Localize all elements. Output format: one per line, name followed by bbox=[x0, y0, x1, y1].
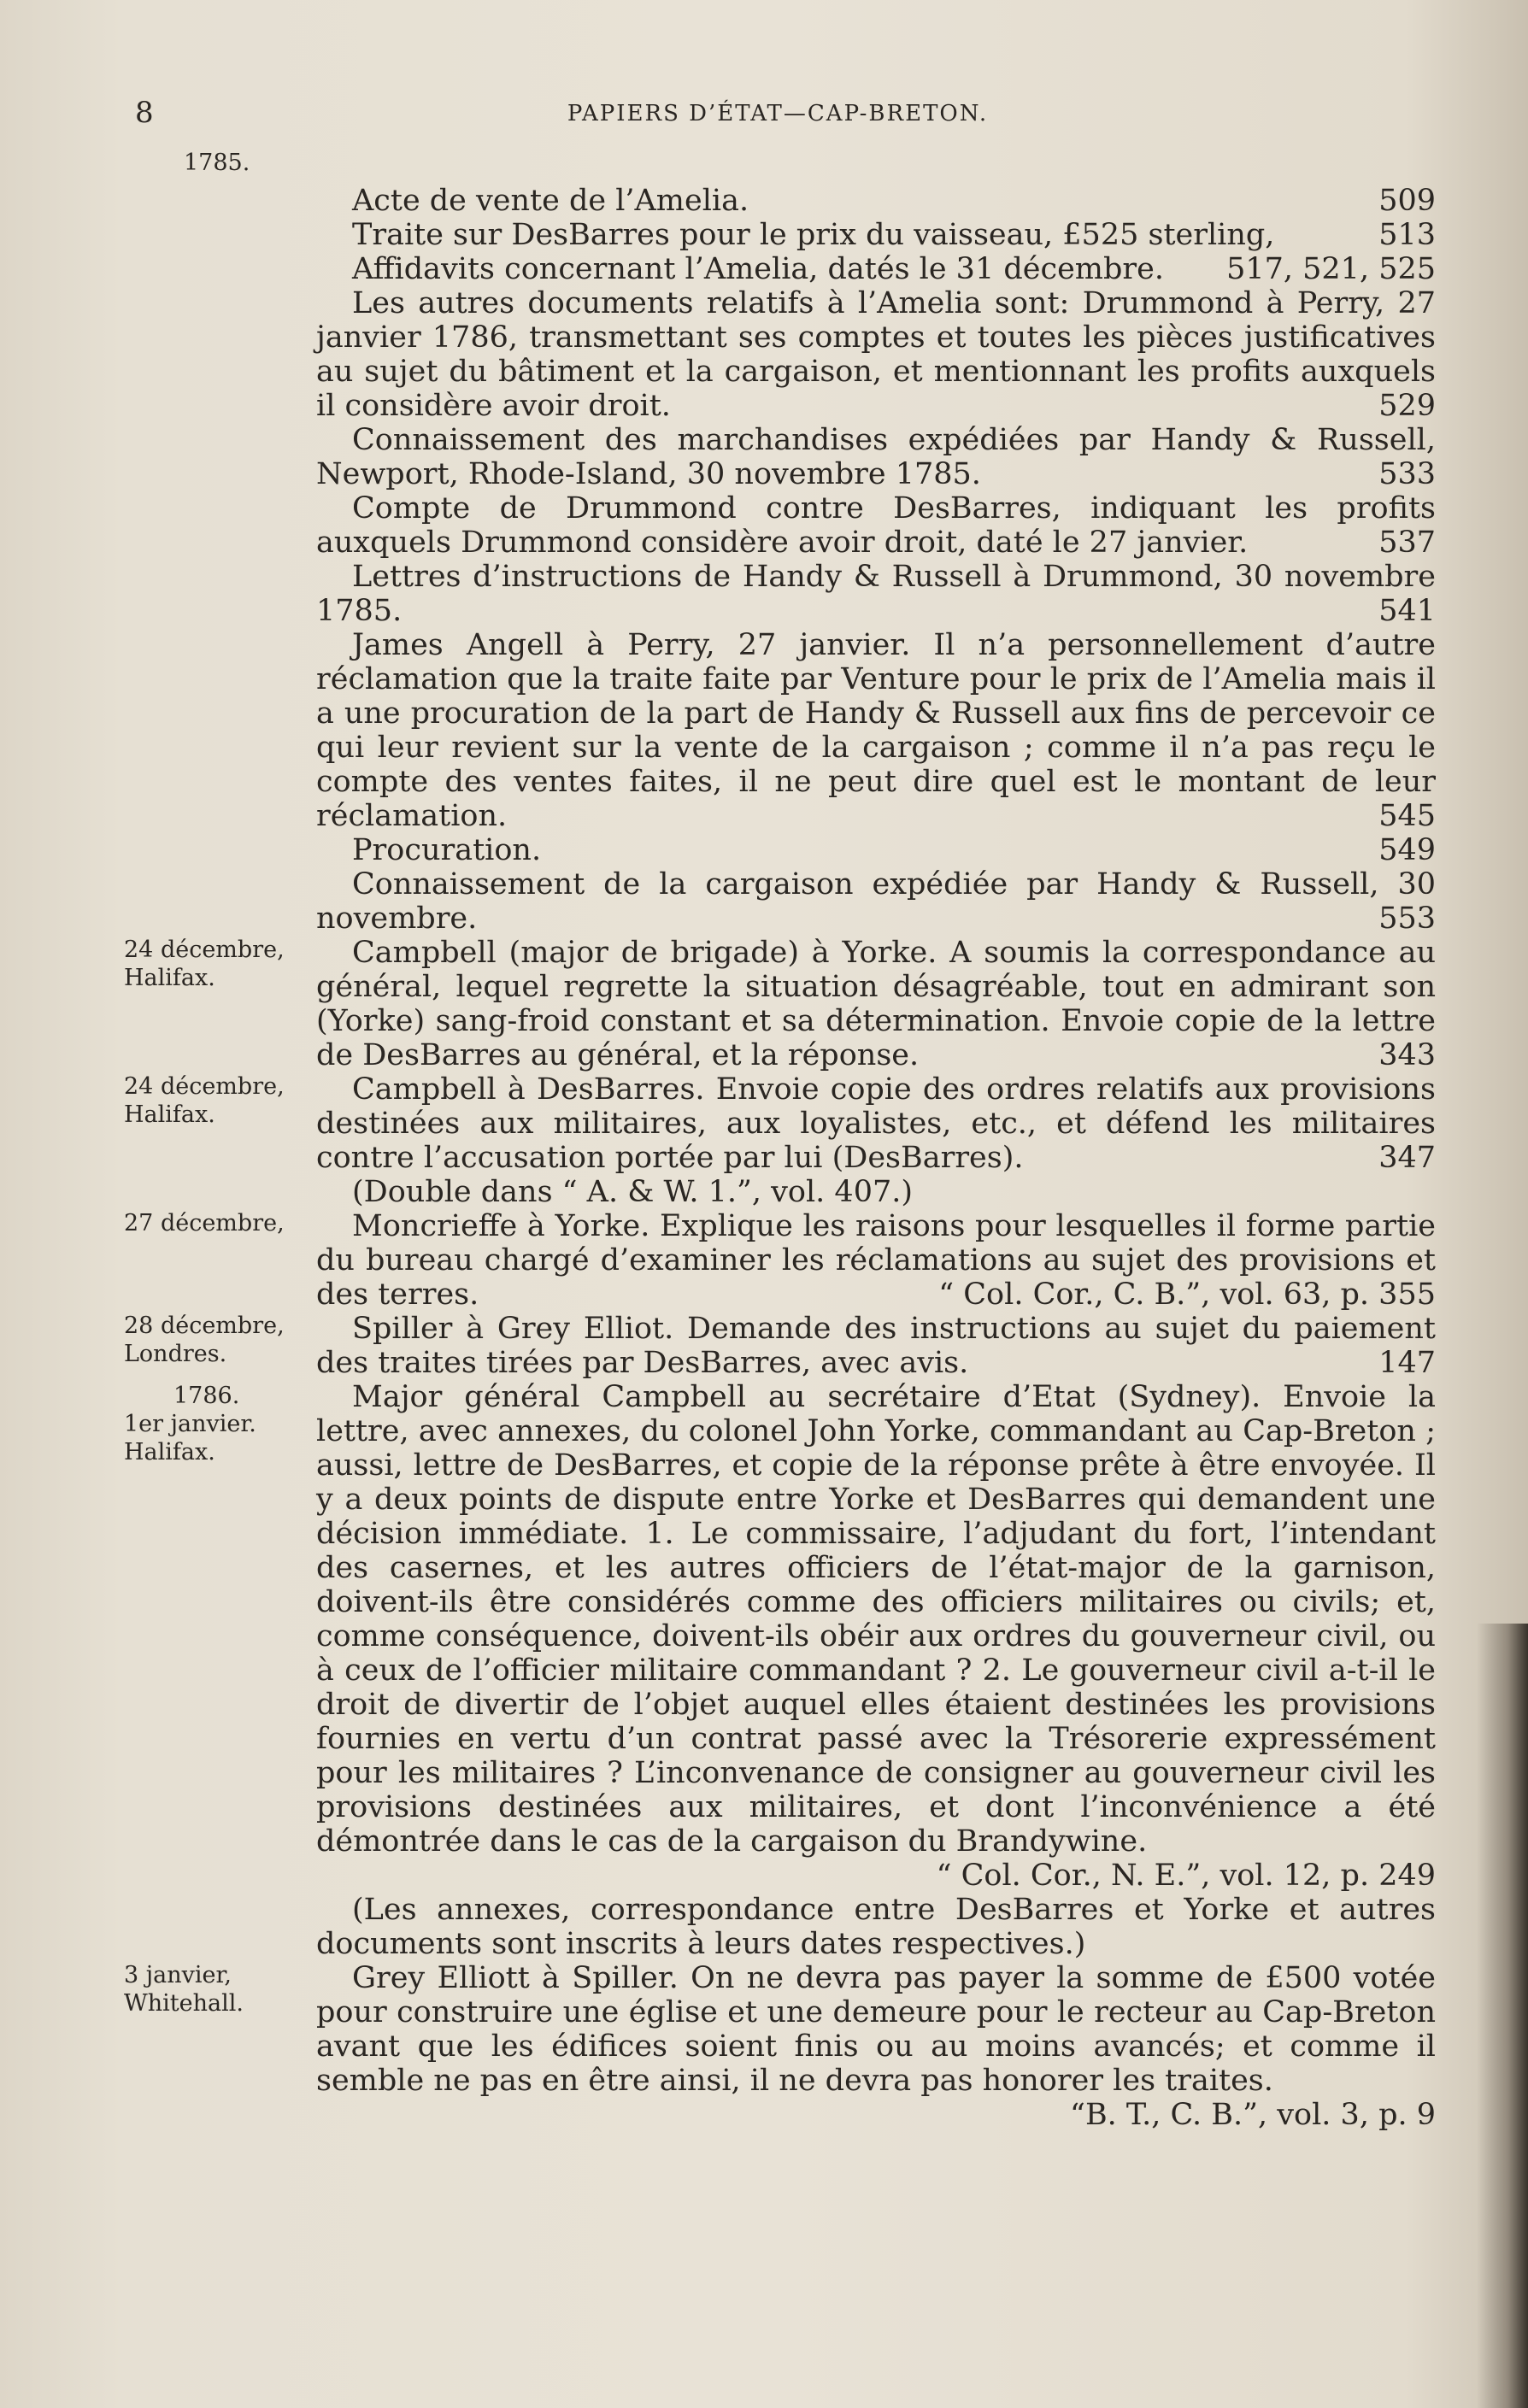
entry-date: 24 décembre, bbox=[124, 1073, 285, 1100]
entry-reference: “ Col. Cor., C. B.”, vol. 63, p. 355 bbox=[938, 1277, 1436, 1312]
entry bbox=[0, 184, 1528, 218]
entry-text: Procuration. bbox=[352, 833, 542, 867]
margin-note bbox=[124, 1312, 316, 1368]
entry-text: (Les annexes, correspondance entre DesBarres et Yorke et autres documents sont inscrits à leurs dates respectives.) bbox=[316, 1893, 1436, 1961]
entry-text: Grey Elliott à Spiller. On ne devra pas payer la somme de £500 votée pour construire une église et une demeure pour le recteur au Cap-Breton avant que les édifices soient finis ou au moins avancés; et comme il semble ne pas en être ainsi, il ne devra pas honorer les traites. bbox=[316, 1961, 1436, 2098]
entry-date: 3 janvier, bbox=[124, 1962, 232, 1988]
entry-text: James Angell à Perry, 27 janvier. Il n’a personnellement d’autre réclamation que la traite faite par Venture pour le prix de l’Amelia mais il a une procuration de la part de Handy & Russell aux fins de percevoir ce qui leur revient sur la vente de la cargaison ; comme il n’a pas reçu le compte des ventes faites, il ne peut dire quel est le montant de leur réclamation. bbox=[316, 628, 1436, 833]
entry-page: 541 bbox=[1378, 594, 1436, 628]
entries-list bbox=[0, 184, 1528, 2132]
entry-place: Whitehall. bbox=[124, 1990, 244, 2017]
entry-page: 549 bbox=[1378, 833, 1436, 867]
entry-page: 553 bbox=[1378, 902, 1436, 936]
entry-page: 517, 521, 525 bbox=[1226, 252, 1436, 286]
entry-reference: “ Col. Cor., N. E.”, vol. 12, p. 249 bbox=[936, 1859, 1436, 1893]
entry-text: Spiller à Grey Elliot. Demande des instructions au sujet du paiement des traites tirées par DesBarres, avec avis. bbox=[316, 1312, 1436, 1380]
entry-page: 509 bbox=[1378, 184, 1436, 218]
entry bbox=[0, 1072, 1528, 1175]
entry bbox=[0, 252, 1528, 286]
entry bbox=[0, 1961, 1528, 2132]
entry-text: Connaissement de la cargaison expédiée par Handy & Russell, 30 novembre. bbox=[316, 867, 1436, 936]
margin-note bbox=[124, 1209, 316, 1237]
entry-text: Acte de vente de l’Amelia. bbox=[352, 184, 749, 218]
entry bbox=[0, 1209, 1528, 1312]
entry-page: 537 bbox=[1378, 526, 1436, 560]
entry-date: 24 décembre, bbox=[124, 937, 285, 963]
entry-place: Londres. bbox=[124, 1341, 227, 1367]
margin-note bbox=[124, 1961, 316, 2017]
entry-date: 27 décembre, bbox=[124, 1210, 285, 1236]
entry bbox=[0, 286, 1528, 423]
entry-date: 1er janvier. bbox=[124, 1411, 256, 1437]
entry bbox=[0, 218, 1528, 252]
entry-place: Halifax. bbox=[124, 1439, 215, 1465]
entry-place: Halifax. bbox=[124, 965, 215, 991]
page-header bbox=[0, 96, 1528, 130]
entry-text: Lettres d’instructions de Handy & Russell à Drummond, 30 novembre 1785. bbox=[316, 560, 1436, 628]
running-title: PAPIERS D’ÉTAT—CAP-BRETON. bbox=[567, 101, 989, 126]
entry-year: 1786. bbox=[173, 1383, 240, 1409]
year-label: 1785. bbox=[184, 150, 250, 176]
entry-text: Major général Campbell au secrétaire d’Etat (Sydney). Envoie la lettre, avec annexes, du colonel John Yorke, commandant au Cap-Breton ; aussi, lettre de DesBarres, et copie de la réponse prête à être envoyée. Il y a deux points de dispute entre Yorke et DesBarres qui demandent une décision immédiate. 1. Le commissaire, l’adjudant du fort, l’intendant des casernes, et les autres officiers de l’état-major de la garnison, doivent-ils être considérés comme des officiers militaires ou civils; et, comme conséquence, doivent-ils obéir aux ordres du gouverneur civil, ou à ceux de l’officier militaire commandant ? 2. Le gouverneur civil a-t-il le droit de divertir de l’objet auquel elles étaient destinées les provisions fournies en vertu d’un contrat passé avec la Trésorerie expressément pour les militaires ? L’inconvenance de consigner au gouverneur civil les provisions destinées aux militaires, et dont l’inconvénience a été démontrée dans le cas de la cargaison du Brandywine. bbox=[316, 1380, 1436, 1859]
entry bbox=[0, 423, 1528, 491]
margin-note bbox=[124, 1382, 316, 1466]
entry-text: (Double dans “ A. & W. 1.”, vol. 407.) bbox=[352, 1175, 914, 1209]
entry-page: 347 bbox=[1378, 1141, 1436, 1175]
entry-page: 545 bbox=[1378, 799, 1436, 833]
entry bbox=[0, 1380, 1528, 1893]
entry-text: Moncrieffe à Yorke. Explique les raisons pour lesquelles il forme partie du bureau chargé d’examiner les réclamations au sujet des provisions et des terres. bbox=[316, 1209, 1436, 1312]
entry bbox=[0, 833, 1528, 867]
entry-page: 529 bbox=[1378, 389, 1436, 423]
margin-note bbox=[124, 936, 316, 992]
entry bbox=[0, 628, 1528, 833]
entry bbox=[0, 867, 1528, 936]
entry-text: Campbell (major de brigade) à Yorke. A soumis la correspondance au général, lequel regrette la situation désagréable, tout en admirant son (Yorke) sang-froid constant et sa détermination. Envoie copie de la lettre de DesBarres au général, et la réponse. bbox=[316, 936, 1436, 1072]
entry-text: Campbell à DesBarres. Envoie copie des ordres relatifs aux provisions destinées aux militaires, aux loyalistes, etc., et défend les militaires contre l’accusation portée par lui (DesBarres). bbox=[316, 1072, 1436, 1175]
entry bbox=[0, 491, 1528, 560]
entry-page: 343 bbox=[1378, 1038, 1436, 1072]
entry bbox=[0, 1312, 1528, 1380]
entry-reference: “B. T., C. B.”, vol. 3, p. 9 bbox=[1070, 2098, 1436, 2132]
entry-date: 28 décembre, bbox=[124, 1313, 285, 1339]
entry-page: 147 bbox=[1378, 1346, 1436, 1380]
entry-page: 513 bbox=[1378, 218, 1436, 252]
entry-place: Halifax. bbox=[124, 1101, 215, 1128]
entry-text: Connaissement des marchandises expédiées par Handy & Russell, Newport, Rhode-Island, 30 novembre 1785. bbox=[316, 423, 1436, 491]
page-number: 8 bbox=[135, 96, 154, 130]
entry bbox=[0, 1175, 1528, 1209]
entry bbox=[0, 1893, 1528, 1961]
entry-text: Les autres documents relatifs à l’Amelia sont: Drummond à Perry, 27 janvier 1786, transmettant ses comptes et toutes les pièces justificatives au sujet du bâtiment et la cargaison, et mentionnant les profits auxquels il considère avoir droit. bbox=[316, 286, 1436, 423]
entry bbox=[0, 936, 1528, 1072]
entry-text: Compte de Drummond contre DesBarres, indiquant les profits auxquels Drummond considère avoir droit, daté le 27 janvier. bbox=[316, 491, 1436, 560]
margin-note bbox=[124, 1072, 316, 1129]
entry-text: Affidavits concernant l’Amelia, datés le 31 décembre. bbox=[352, 252, 1164, 286]
entry-page: 533 bbox=[1378, 457, 1436, 491]
entry-text: Traite sur DesBarres pour le prix du vaisseau, £525 sterling, bbox=[352, 218, 1275, 252]
entry bbox=[0, 560, 1528, 628]
